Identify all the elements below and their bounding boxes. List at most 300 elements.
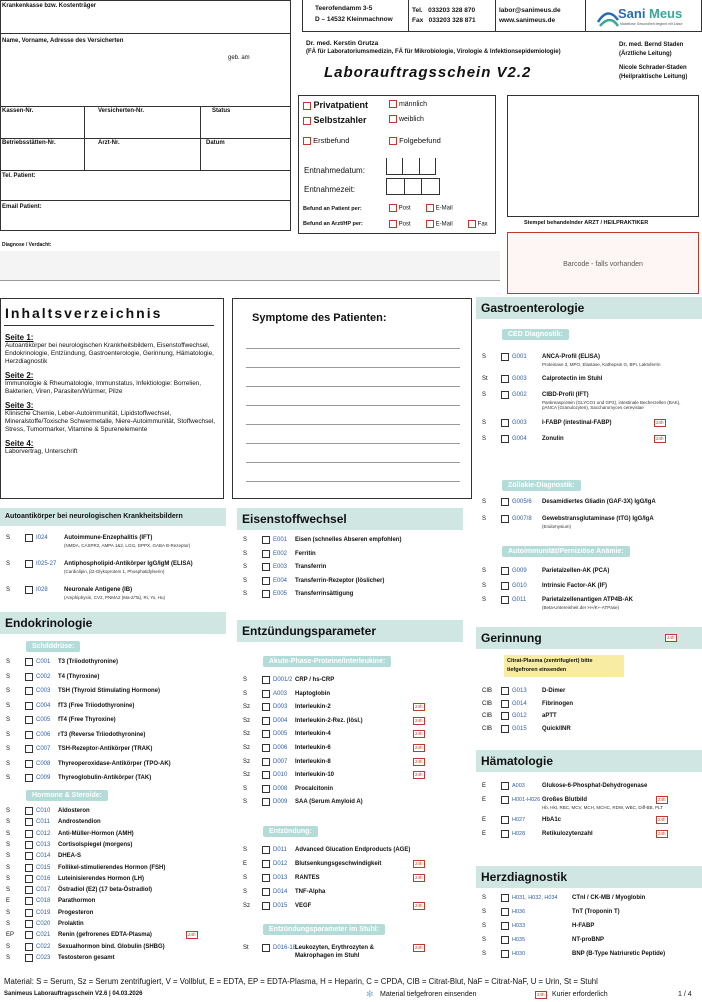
test-name: Thyreoperoxidase-Antikörper (TPO-AK) <box>58 760 171 767</box>
material-code: CIB <box>482 688 493 694</box>
test-code: C020 <box>36 921 51 927</box>
test-code: D007 <box>273 758 288 765</box>
test-name: TnT (Troponin T) <box>572 909 620 915</box>
test-checkbox[interactable] <box>25 745 33 753</box>
first-finding-option[interactable] <box>303 136 349 145</box>
material-code: S <box>482 568 487 574</box>
test-name: CTnI / CK-MB / Myoglobin <box>572 895 646 901</box>
inflam-title: Entzündungsparameter <box>237 620 463 642</box>
test-checkbox[interactable] <box>25 731 33 739</box>
material-code: Sz <box>243 772 251 779</box>
private-checkbox[interactable] <box>303 102 311 110</box>
test-checkbox[interactable] <box>262 888 270 896</box>
logo-subline: Makellose Gesundheit beginnt mit Labor <box>620 22 683 26</box>
doctor-right2-name: Nicole Schrader-Staden <box>619 65 687 71</box>
cost-center-label: Krankenkasse bzw. Kostenträger <box>2 3 97 9</box>
stamp-box <box>507 95 699 217</box>
test-name: VEGF <box>295 903 312 909</box>
test-checkbox[interactable] <box>25 864 33 872</box>
toc-page-entry <box>5 439 217 456</box>
inflam-sub-stool: Entzündungsparameter im Stuhl: <box>263 924 385 935</box>
test-checkbox[interactable] <box>501 796 509 804</box>
test-checkbox[interactable] <box>262 536 270 544</box>
material-code: S <box>243 690 248 697</box>
test-checkbox[interactable] <box>501 816 509 824</box>
courier-24h-badge: 24h <box>656 420 664 425</box>
test-code: C009 <box>36 775 51 781</box>
test-checkbox[interactable] <box>25 818 33 826</box>
email-label: Email Patient: <box>2 204 42 210</box>
page-number: 1 / 4 <box>678 991 692 998</box>
male-checkbox[interactable] <box>389 100 397 108</box>
female-option[interactable] <box>389 115 424 123</box>
courier-24h-badge: 24h <box>415 717 423 723</box>
toc-page-title: Seite 4: <box>5 439 34 448</box>
material-code: S <box>6 760 11 767</box>
test-name: Haptoglobin <box>295 690 330 697</box>
test-code: C022 <box>36 943 51 950</box>
test-name: Glukose-6-Phosphat-Dehydrogenase <box>542 783 648 789</box>
test-checkbox[interactable] <box>501 922 509 930</box>
test-code: C023 <box>36 954 51 961</box>
doctor-no-label: Arzt-Nr. <box>98 140 120 146</box>
coag-title: Gerinnung <box>476 627 702 649</box>
test-name: Anti-Müller-Hormon (AMH) <box>58 830 134 837</box>
test-checkbox[interactable] <box>25 841 33 849</box>
test-checkbox[interactable] <box>501 936 509 944</box>
material-code: S <box>243 591 248 597</box>
material-code: S <box>6 731 11 738</box>
material-code: S <box>6 775 11 781</box>
material-code: E <box>482 831 487 837</box>
test-code: D001/2 <box>273 677 293 683</box>
test-code: C012 <box>36 830 51 837</box>
private-option[interactable] <box>303 100 368 110</box>
finding-patient-post[interactable] <box>389 204 411 212</box>
toc-page-text: Klinische Chemie, Leber-Autoimmunität, Lipidstoffwechsel, Mineralstoffe/Toxische Schwermetalle, Niere-Autoimmunität, Stoffwechsel, Stress, Tumormarker, Vitamine & Spurenelemente <box>5 410 216 433</box>
test-checkbox[interactable] <box>501 950 509 958</box>
self-payer-label: Selbstzahler <box>313 115 367 125</box>
neuro-panel <box>0 508 226 608</box>
test-subtext: Proteinase 3, MPO, Elastase, Kathepsin G, BPI, Laktoferrin <box>542 362 661 367</box>
finding-doctor-post[interactable] <box>389 220 411 228</box>
test-name: Cortisolspiegel (morgens) <box>58 841 133 848</box>
test-name: RANTES <box>295 875 320 881</box>
test-name: Prolaktin <box>58 921 84 927</box>
test-checkbox[interactable] <box>262 563 270 571</box>
sample-date-field[interactable] <box>386 158 436 175</box>
test-name: Testosteron gesamt <box>58 954 115 961</box>
material-code: S <box>6 688 11 694</box>
test-subtext: Hb, Hkt, RBC, MCV, MCH, MCHC, RDW, WBC, Diff-BB, PLT <box>542 805 663 810</box>
diagnosis-label: Diagnose / Verdacht: <box>2 242 52 248</box>
test-checkbox[interactable] <box>25 852 33 860</box>
finding-doctor-email[interactable] <box>426 220 453 228</box>
doctor-right-title: (Ärztliche Leitung) <box>619 51 672 57</box>
test-checkbox[interactable] <box>262 798 270 806</box>
test-code: H001-H026 <box>512 797 541 803</box>
test-checkbox[interactable] <box>25 687 33 695</box>
test-name: Autoimmune-Enzephalitis (IFT) <box>64 535 153 541</box>
test-code: E005 <box>273 591 288 597</box>
test-checkbox[interactable] <box>262 902 270 910</box>
post-label: Post <box>398 205 411 212</box>
test-code: G009 <box>512 568 527 574</box>
test-code: C011 <box>36 819 50 826</box>
follow-finding-label: Folgebefund <box>399 136 441 145</box>
test-checkbox[interactable] <box>25 716 33 724</box>
test-code: G003 <box>512 376 527 382</box>
test-checkbox[interactable] <box>25 954 33 962</box>
test-checkbox[interactable] <box>501 830 509 838</box>
test-name: DHEA-S <box>58 853 82 860</box>
test-checkbox[interactable] <box>25 807 33 815</box>
test-name: Interleukin-10 <box>295 772 335 779</box>
material-code: St <box>482 376 488 382</box>
test-checkbox[interactable] <box>262 717 270 725</box>
material-code: Sz <box>243 758 251 765</box>
gastro-panel <box>476 297 702 619</box>
test-checkbox[interactable] <box>501 725 509 733</box>
heart-panel <box>476 866 702 966</box>
fax-checkbox[interactable] <box>468 220 476 228</box>
post-label: Post <box>398 221 411 228</box>
test-name: H-FABP <box>572 923 595 929</box>
test-code: D004 <box>273 717 288 724</box>
test-checkbox[interactable] <box>501 700 509 708</box>
test-checkbox[interactable] <box>501 596 509 604</box>
test-code: D012 <box>273 861 288 867</box>
neuro-title: Autoantikörper bei neurologischen Krankheitsbildern <box>0 508 226 526</box>
material-code: S <box>243 799 248 806</box>
test-checkbox[interactable] <box>262 846 270 854</box>
material-code: S <box>6 875 11 882</box>
material-code: St <box>243 945 249 951</box>
status-label: Status <box>212 108 231 114</box>
test-code: G002 <box>512 392 527 398</box>
test-checkbox[interactable] <box>501 435 509 443</box>
courier-24h-badge: 24h <box>415 945 423 950</box>
test-checkbox[interactable] <box>501 894 509 902</box>
email-option-label: E-Mail <box>435 205 453 212</box>
material-code: S <box>482 354 487 360</box>
test-code: D015 <box>273 903 288 909</box>
material-code: S <box>6 561 11 567</box>
toc-list <box>5 333 217 461</box>
material-code: S <box>482 909 487 915</box>
material-code: S <box>6 909 11 916</box>
test-checkbox[interactable] <box>262 758 270 766</box>
test-code: I024 <box>36 535 48 541</box>
test-checkbox[interactable] <box>501 375 509 383</box>
test-name: fT3 (Free Triiodothyronine) <box>58 702 135 709</box>
test-checkbox[interactable] <box>262 874 270 882</box>
test-checkbox[interactable] <box>262 676 270 684</box>
test-code: G014 <box>512 700 527 707</box>
stamp-label: Stempel behandelnder ARZT / HEILPRAKTIKER <box>524 220 649 226</box>
coag-panel <box>476 627 702 743</box>
test-code: G001 <box>512 354 527 360</box>
test-code: D003 <box>273 704 288 711</box>
test-checkbox[interactable] <box>501 515 509 523</box>
test-code: C008 <box>36 760 51 767</box>
test-name: Luteinisierendes Hormon (LH) <box>58 875 145 882</box>
test-code: H031, H032, H034 <box>512 895 558 901</box>
test-checkbox[interactable] <box>501 582 509 590</box>
test-code: D005 <box>273 731 288 738</box>
test-code: D006 <box>273 745 288 751</box>
sample-date-label: Entnahmedatum: <box>304 166 365 175</box>
test-code: C003 <box>36 688 51 694</box>
test-code: G005/6 <box>512 499 532 505</box>
follow-finding-checkbox[interactable] <box>389 137 397 145</box>
endo-sub-thyroid: Schilddrüse: <box>26 641 80 652</box>
test-name: Interleukin-2-Rez. (lösl.) <box>295 717 363 724</box>
test-code: G010 <box>512 582 527 589</box>
test-subtext: Pankreasprotein (GLYCO1 und GP2), intestinale Becherzellen (BAK), pANCA (Granulozyten), Saccharomyces cerevisiae <box>542 400 681 410</box>
test-code: E004 <box>273 577 288 584</box>
test-checkbox[interactable] <box>262 590 270 598</box>
test-name: Intrinsic Factor-AK (IF) <box>542 582 608 589</box>
test-code: D010 <box>273 772 288 779</box>
test-name: Leukozyten, Erythrozyten & Makrophagen im Stuhl <box>295 945 375 959</box>
test-checkbox[interactable] <box>501 353 509 361</box>
test-code: G013 <box>512 688 527 694</box>
gastro-title: Gastroenterologie <box>476 297 702 319</box>
doctor-left-name: Dr. med. Kerstin Grutza <box>306 40 379 47</box>
material-code: S <box>6 702 11 709</box>
coag-note: Citrat-Plasma (zentrifugiert) bitte tiefgefroren einsenden <box>504 655 624 677</box>
material-code: S <box>243 550 248 557</box>
test-name: NT-proBNP <box>572 937 604 943</box>
material-code: S <box>6 808 11 814</box>
material-code: S <box>243 785 248 792</box>
female-label: weiblich <box>398 115 424 123</box>
courier-24h-badge: 24h <box>658 797 666 802</box>
test-code: D014 <box>273 889 288 895</box>
test-checkbox[interactable] <box>25 830 33 838</box>
test-name: Interleukin-6 <box>295 745 331 751</box>
finding-doctor-label: Befund an Arzt/HP per: <box>303 221 363 227</box>
hema-panel <box>476 750 702 862</box>
test-checkbox[interactable] <box>262 730 270 738</box>
test-name: Calprotectin im Stuhl <box>542 376 603 382</box>
material-code: S <box>6 841 11 848</box>
toc-page-entry <box>5 401 217 434</box>
courier-24h-badge: 24h <box>415 745 423 750</box>
test-checkbox[interactable] <box>25 586 33 594</box>
test-name: Eisen (schnelles Abseren empfohlen) <box>295 537 402 543</box>
phone-label: Tel. Patient: <box>2 173 36 179</box>
heart-title: Herzdiagnostik <box>476 866 702 888</box>
iron-panel <box>237 508 463 608</box>
endo-sub-hormones: Hormone & Steroide: <box>26 790 108 801</box>
female-checkbox[interactable] <box>389 115 397 123</box>
test-code: C016 <box>36 875 51 882</box>
test-checkbox[interactable] <box>501 908 509 916</box>
test-checkbox[interactable] <box>262 703 270 711</box>
material-code: Sz <box>243 903 251 909</box>
patient-name-label: Name, Vorname, Adresse des Versicherten <box>2 38 124 44</box>
test-name: Zonulin <box>542 436 564 442</box>
test-name: Ferritin <box>295 550 316 557</box>
courier-24h-badge: 24h <box>188 932 196 938</box>
material-code: S <box>482 516 487 522</box>
test-name: Antiphospholipid-Antikörper IgG/IgM (ELISA) <box>64 561 193 567</box>
doctor-right-name: Dr. med. Bernd Staden <box>619 42 684 48</box>
material-code: S <box>6 717 11 723</box>
test-checkbox[interactable] <box>25 760 33 768</box>
lab-address-1: Teerofendamm 3-5 <box>315 5 373 12</box>
male-option[interactable] <box>389 100 427 108</box>
material-code: Sz <box>243 717 251 724</box>
test-name: fT4 (Free Thyroxine) <box>58 717 116 723</box>
test-code: D013 <box>273 875 288 881</box>
test-checkbox[interactable] <box>501 498 509 506</box>
test-name: Interleukin-4 <box>295 731 331 738</box>
test-subtext: (Amphiphysin, CV2, PNMA2 (Ma-2/Ta), Ri, Yo, Hu) <box>64 595 166 600</box>
test-code: C018 <box>36 898 51 905</box>
sample-time-label: Entnahmezeit: <box>304 185 356 194</box>
material-code: S <box>6 659 11 665</box>
test-checkbox[interactable] <box>262 577 270 585</box>
test-checkbox[interactable] <box>262 744 270 752</box>
material-code: S <box>243 875 248 881</box>
test-checkbox[interactable] <box>501 782 509 790</box>
test-checkbox[interactable] <box>501 419 509 427</box>
test-code: G007/8 <box>512 516 532 522</box>
test-checkbox[interactable] <box>262 690 270 698</box>
test-checkbox[interactable] <box>25 909 33 917</box>
email-checkbox[interactable] <box>426 220 434 228</box>
footer-frozen: Material tiefgefroren einsenden <box>380 991 477 998</box>
test-checkbox[interactable] <box>262 771 270 779</box>
material-code: Sz <box>243 731 251 738</box>
test-checkbox[interactable] <box>262 944 270 952</box>
sample-time-field[interactable] <box>386 178 440 195</box>
material-code: S <box>482 499 487 505</box>
finding-doctor-fax[interactable] <box>468 220 488 228</box>
test-checkbox[interactable] <box>25 774 33 782</box>
material-code: S <box>6 943 11 950</box>
test-code: C001 <box>36 659 51 665</box>
test-name: Gewebstransglutaminase (tTG) IgG/IgA <box>542 516 654 522</box>
test-checkbox[interactable] <box>501 687 509 695</box>
test-checkbox[interactable] <box>25 658 33 666</box>
iron-title: Eisenstoffwechsel <box>237 508 463 530</box>
snowflake-icon: ✻ <box>366 989 374 999</box>
toc-page-title: Seite 3: <box>5 401 34 410</box>
test-checkbox[interactable] <box>262 550 270 558</box>
sanimeus-logo <box>592 0 702 32</box>
inflam-sub-acute: Akute-Phase-Proteine/Interleukine: <box>263 656 391 667</box>
courier-24h-badge: 24h <box>415 758 423 764</box>
toc-title: Inhaltsverzeichnis <box>5 305 163 321</box>
material-code: S <box>482 420 487 426</box>
fax-label: Fax <box>477 221 488 228</box>
material-code: E <box>482 817 487 823</box>
material-code: S <box>482 392 487 398</box>
test-checkbox[interactable] <box>501 712 509 720</box>
test-checkbox[interactable] <box>25 897 33 905</box>
lab-tel: Tel. 033203 328 870 <box>412 7 476 14</box>
test-checkbox[interactable] <box>25 943 33 951</box>
test-name: Großes Blutbild <box>542 797 587 803</box>
test-checkbox[interactable] <box>25 702 33 710</box>
post-checkbox[interactable] <box>389 204 397 212</box>
test-name: Blutsenkungsgeschwindigkeit <box>295 861 382 867</box>
post-checkbox[interactable] <box>389 220 397 228</box>
lab-web[interactable]: www.sanimeus.de <box>499 17 556 24</box>
first-finding-checkbox[interactable] <box>303 137 311 145</box>
test-name: Östradiol (E2) (17 beta-Östradiol) <box>58 887 153 894</box>
material-code: S <box>6 921 11 927</box>
courier-24h-badge: 24h <box>415 861 423 866</box>
test-name: I-FABP (intestinal-FABP) <box>542 420 612 426</box>
test-checkbox[interactable] <box>501 567 509 575</box>
test-name: CRP / hs-CRP <box>295 677 335 683</box>
toc-page-entry <box>5 333 217 366</box>
material-code: S <box>482 923 487 929</box>
finding-patient-label: Befund an Patient per: <box>303 206 362 212</box>
test-checkbox[interactable] <box>501 391 509 399</box>
courier-24h-badge: 24h <box>415 772 423 778</box>
material-code: S <box>243 677 248 683</box>
test-checkbox[interactable] <box>262 860 270 868</box>
self-payer-option[interactable] <box>303 115 367 125</box>
test-name: Follikel-stimulierendes Hormon (FSH) <box>58 864 166 871</box>
toc-page-title: Seite 2: <box>5 371 34 380</box>
test-name: Thyreoglobulin-Antikörper (TAK) <box>58 775 152 781</box>
email-option-label: E-Mail <box>435 221 453 228</box>
email-checkbox[interactable] <box>426 204 434 212</box>
test-name: TSH-Rezeptor-Antikörper (TRAK) <box>58 746 153 752</box>
material-code: S <box>6 864 11 871</box>
test-checkbox[interactable] <box>25 875 33 883</box>
test-checkbox[interactable] <box>25 886 33 894</box>
self-payer-checkbox[interactable] <box>303 117 311 125</box>
test-name: rT3 (Reverse Triiodothyronine) <box>58 731 146 738</box>
lab-fax: Fax 033203 328 871 <box>412 17 476 24</box>
diagnosis-field[interactable] <box>0 251 500 281</box>
test-name: Renin (gefrorenes EDTA-Plasma) <box>58 932 152 939</box>
material-code: Sz <box>243 704 251 711</box>
inflam-sub-inflammation: Entzündung: <box>263 826 318 837</box>
test-name: SAA (Serum Amyloid A) <box>295 799 363 806</box>
test-name: Parietalzellenantigen ATP4B-AK <box>542 597 634 603</box>
endo-panel <box>0 612 226 972</box>
gastro-sub-autoimmune: Autoimmunität/Perniziöse Anämie: <box>502 546 630 557</box>
follow-finding-option[interactable] <box>389 136 441 145</box>
test-checkbox[interactable] <box>25 931 33 939</box>
material-legend: Material: S = Serum, Sz = Serum zentrifugiert, V = Vollblut, E = EDTA, EP = EDTA-Plasma, H = Heparin, C = CPDA, CIB = Citrat-Blut, NaF = Citrat-NaF, U = Urin, St = Stuhl <box>4 977 598 986</box>
material-code: S <box>6 746 11 752</box>
footer-courier: Kurier erforderlich <box>552 991 608 998</box>
test-checkbox[interactable] <box>25 560 33 568</box>
finding-patient-email[interactable] <box>426 204 453 212</box>
test-checkbox[interactable] <box>25 673 33 681</box>
material-code: S <box>243 564 248 570</box>
courier-24h-badge: 24h <box>415 704 423 710</box>
toc-page-text: Immunologie & Rheumatologie, Immunstatus, Infektiologie: Borrelien, Bakterien, Viren, Parasiten/Würmer, Pilze <box>5 380 202 395</box>
material-code: S <box>482 436 487 442</box>
test-code: C007 <box>36 746 51 752</box>
test-checkbox[interactable] <box>262 785 270 793</box>
lab-email[interactable]: labor@sanimeus.de <box>499 7 561 14</box>
test-name: Transferrin-Rezeptor (löslicher) <box>295 577 385 584</box>
test-checkbox[interactable] <box>25 534 33 542</box>
test-checkbox[interactable] <box>25 920 33 928</box>
